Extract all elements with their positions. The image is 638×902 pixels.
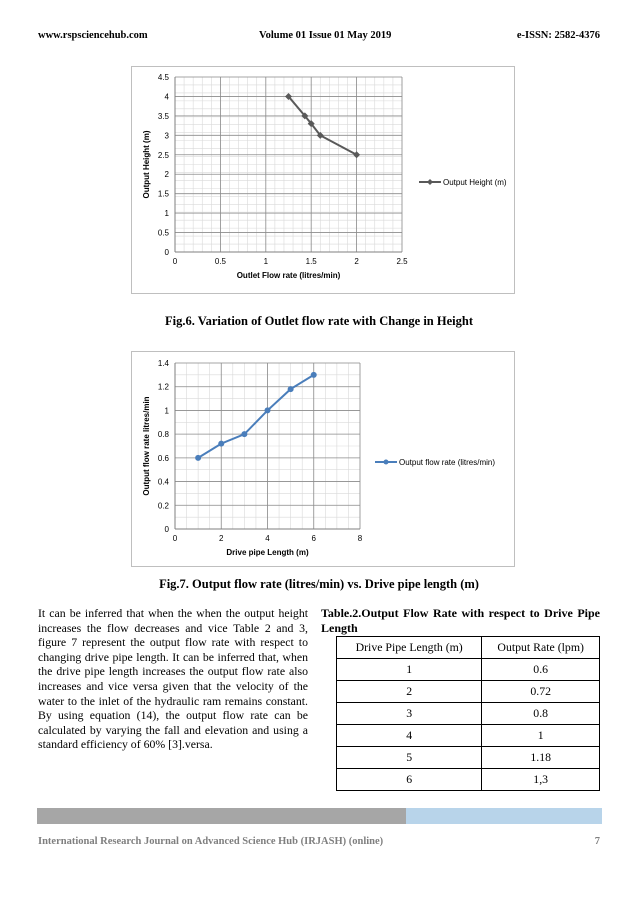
x-tick-label: 8 [357, 534, 363, 543]
x-tick-label: 1 [263, 257, 269, 266]
table-row [337, 681, 600, 703]
x-tick-label: 2 [354, 257, 359, 266]
chart-fig7 [131, 351, 515, 567]
x-tick-label: 2.5 [396, 257, 408, 266]
table-cell: 2 [337, 681, 482, 703]
y-tick-label: 0 [164, 525, 169, 534]
y-tick-label: 3.5 [157, 111, 169, 121]
table-cell: 6 [337, 769, 482, 791]
table-cell: 5 [337, 747, 482, 769]
x-tick-label: 2 [219, 534, 224, 543]
table-cell: 1.18 [482, 747, 600, 769]
y-tick-label: 1 [164, 406, 169, 416]
y-tick-label: 0.8 [157, 430, 169, 440]
table-row [337, 703, 600, 725]
table-row [337, 747, 600, 769]
footer-bar-gray [37, 808, 406, 824]
y-tick-label: 0 [164, 248, 169, 257]
x-tick-label: 0.5 [214, 257, 226, 266]
fig6-caption: Fig.6. Variation of Outlet flow rate with Change in Height [165, 314, 473, 328]
fig7-caption: Fig.7. Output flow rate (litres/min) vs. Drive pipe length (m) [159, 577, 479, 591]
table-row [337, 659, 600, 681]
table-title: Table.2.Output Flow Rate with respect to Drive Pipe Length [321, 606, 600, 635]
chart-fig6 [131, 66, 515, 294]
y-tick-label: 1.2 [157, 382, 169, 392]
y-tick-label: 0.5 [157, 228, 169, 238]
y-tick-label: 2.5 [157, 150, 169, 160]
table-cell: 0.8 [482, 703, 600, 725]
header-volume: Volume 01 Issue 01 May 2019 [259, 30, 392, 41]
table-cell: 3 [337, 703, 482, 725]
y-axis-title: Output flow rate litres/min [142, 396, 151, 496]
y-tick-label: 1 [164, 209, 169, 219]
x-tick-label: 0 [172, 257, 178, 266]
x-tick-label: 1.5 [305, 257, 317, 266]
data-point [288, 386, 294, 392]
table-cell: 1 [482, 725, 600, 747]
footer-bar-blue [406, 808, 602, 824]
body-paragraph: It can be inferred that when the when the output height increases the flow decreases and vice Table 2 and 3, figure 7 represent the output flow rate with respect to changing drive pipe length. It can be inferred that, when the drive pipe length increases the output flow rate also increases and vice versa given that the velocity of the water to the inlet of the hydraulic ram remains constant. By using equation (14), the output flow rate can be calculated by varying the fall and elevation and using a standard efficiency of 60% [3].versa. [38, 606, 308, 752]
table-cell: 0.72 [482, 681, 600, 703]
legend-label: Output Height (m) [443, 178, 507, 187]
legend-marker [384, 460, 389, 465]
y-tick-label: 0.6 [157, 453, 169, 463]
y-tick-label: 3 [164, 131, 169, 141]
x-tick-label: 0 [172, 534, 178, 543]
footer-page-number: 7 [594, 836, 600, 847]
data-point [218, 441, 224, 447]
x-tick-label: 6 [311, 534, 316, 543]
y-tick-label: 2 [164, 170, 169, 180]
data-point [311, 372, 317, 378]
y-tick-label: 4.5 [157, 73, 169, 82]
table-header-cell: Output Rate (lpm) [482, 637, 600, 659]
table-header-row [337, 637, 600, 659]
legend-label: Output flow rate (litres/min) [399, 458, 496, 467]
y-tick-label: 1.4 [157, 359, 169, 368]
table-cell: 0.6 [482, 659, 600, 681]
table-row [337, 769, 600, 791]
x-tick-label: 4 [265, 534, 270, 543]
table-cell: 4 [337, 725, 482, 747]
table-header-cell: Drive Pipe Length (m) [337, 637, 482, 659]
data-point [241, 431, 247, 437]
data-point [195, 455, 201, 461]
y-axis-title: Output Height (m) [142, 130, 151, 199]
data-point [265, 407, 271, 413]
table-row [337, 725, 600, 747]
x-axis-title: Outlet Flow rate (litres/min) [236, 271, 341, 280]
y-tick-label: 0.4 [157, 477, 169, 487]
y-tick-label: 4 [164, 92, 169, 102]
y-tick-label: 0.2 [157, 501, 169, 511]
x-axis-title: Drive pipe Length (m) [226, 548, 309, 557]
flow-rate-table [336, 636, 600, 791]
table-cell: 1 [337, 659, 482, 681]
y-tick-label: 1.5 [157, 189, 169, 199]
header-issn: e-ISSN: 2582-4376 [516, 30, 600, 41]
footer-journal: International Research Journal on Advanced Science Hub (IRJASH) (online) [38, 836, 384, 847]
table-cell: 1,3 [482, 769, 600, 791]
header-website: www.rspsciencehub.com [38, 30, 148, 41]
